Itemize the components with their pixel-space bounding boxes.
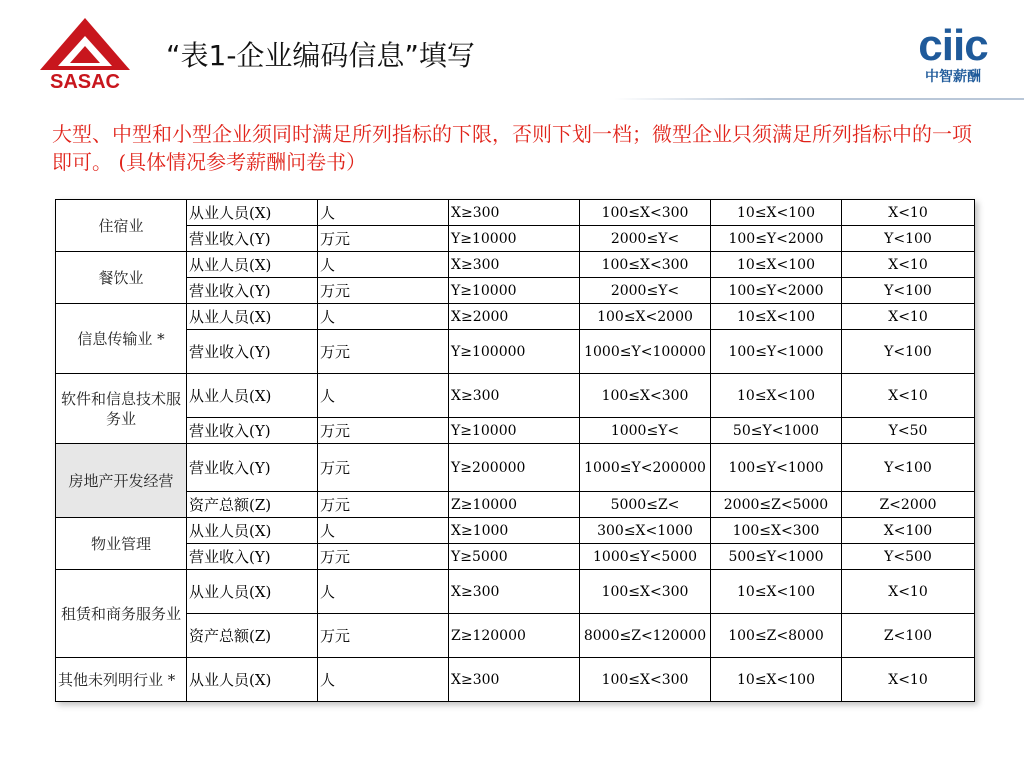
metric-cell: 从业人员(X) <box>187 200 318 226</box>
micro-cell: X<10 <box>842 200 975 226</box>
metric-cell: 资产总额(Z) <box>187 492 318 518</box>
metric-cell: 从业人员(X) <box>187 252 318 278</box>
medium-cell: 100≤X<300 <box>580 570 711 614</box>
small-cell: 10≤X<100 <box>711 570 842 614</box>
header-divider <box>0 98 1024 100</box>
micro-cell: Y<100 <box>842 278 975 304</box>
sasac-triangle-icon <box>36 16 134 72</box>
industry-cell: 餐饮业 <box>56 252 187 304</box>
small-cell: 10≤X<100 <box>711 374 842 418</box>
medium-cell: 100≤X<300 <box>580 658 711 702</box>
large-cell: X≥300 <box>449 570 580 614</box>
industry-cell: 租赁和商务服务业 <box>56 570 187 658</box>
unit-cell: 万元 <box>318 614 449 658</box>
ciic-logo <box>908 21 998 92</box>
medium-cell: 2000≤Y< <box>580 226 711 252</box>
large-cell: X≥300 <box>449 200 580 226</box>
large-cell: Y≥10000 <box>449 418 580 444</box>
table-row <box>56 544 975 570</box>
sasac-logo <box>36 16 134 92</box>
large-cell: X≥300 <box>449 658 580 702</box>
large-cell: Y≥200000 <box>449 444 580 492</box>
table-row <box>56 278 975 304</box>
unit-cell: 人 <box>318 518 449 544</box>
metric-cell: 资产总额(Z) <box>187 614 318 658</box>
table-row <box>56 252 975 278</box>
unit-cell: 人 <box>318 374 449 418</box>
metric-cell: 营业收入(Y) <box>187 330 318 374</box>
table-row <box>56 614 975 658</box>
metric-cell: 营业收入(Y) <box>187 544 318 570</box>
industry-cell: 住宿业 <box>56 200 187 252</box>
sasac-logo-text: SASAC <box>49 71 120 93</box>
micro-cell: Z<100 <box>842 614 975 658</box>
table-row <box>56 492 975 518</box>
medium-cell: 100≤X<2000 <box>580 304 711 330</box>
industry-cell: 信息传输业 * <box>56 304 187 374</box>
table-row <box>56 570 975 614</box>
unit-cell: 万元 <box>318 444 449 492</box>
medium-cell: 1000≤Y< <box>580 418 711 444</box>
large-cell: Z≥120000 <box>449 614 580 658</box>
large-cell: Z≥10000 <box>449 492 580 518</box>
medium-cell: 100≤X<300 <box>580 252 711 278</box>
medium-cell: 1000≤Y<200000 <box>580 444 711 492</box>
large-cell: X≥2000 <box>449 304 580 330</box>
industry-cell: 其他未列明行业 * <box>56 658 187 702</box>
small-cell: 10≤X<100 <box>711 200 842 226</box>
medium-cell: 5000≤Z< <box>580 492 711 518</box>
large-cell: Y≥5000 <box>449 544 580 570</box>
large-cell: Y≥100000 <box>449 330 580 374</box>
metric-cell: 从业人员(X) <box>187 374 318 418</box>
intro-text: 大型、中型和小型企业须同时满足所列指标的下限，否则下划一档；微型企业只须满足所列指标中的一项即可。 (具体情况参考薪酬问卷书） <box>52 122 972 174</box>
small-cell: 10≤X<100 <box>711 304 842 330</box>
metric-cell: 营业收入(Y) <box>187 278 318 304</box>
medium-cell: 300≤X<1000 <box>580 518 711 544</box>
micro-cell: X<10 <box>842 304 975 330</box>
table-row <box>56 330 975 374</box>
micro-cell: Y<100 <box>842 330 975 374</box>
table-row <box>56 518 975 544</box>
medium-cell: 100≤X<300 <box>580 200 711 226</box>
large-cell: Y≥10000 <box>449 278 580 304</box>
industry-cell: 软件和信息技术服务业 <box>56 374 187 444</box>
medium-cell: 8000≤Z<120000 <box>580 614 711 658</box>
metric-cell: 营业收入(Y) <box>187 418 318 444</box>
metric-cell: 营业收入(Y) <box>187 444 318 492</box>
enterprise-size-table <box>55 199 975 702</box>
large-cell: Y≥10000 <box>449 226 580 252</box>
table-row <box>56 226 975 252</box>
micro-cell: X<10 <box>842 374 975 418</box>
unit-cell: 万元 <box>318 544 449 570</box>
unit-cell: 万元 <box>318 226 449 252</box>
unit-cell: 万元 <box>318 418 449 444</box>
table-body <box>56 200 975 702</box>
medium-cell: 1000≤Y<100000 <box>580 330 711 374</box>
unit-cell: 人 <box>318 304 449 330</box>
unit-cell: 人 <box>318 200 449 226</box>
micro-cell: X<100 <box>842 518 975 544</box>
small-cell: 50≤Y<1000 <box>711 418 842 444</box>
metric-cell: 营业收入(Y) <box>187 226 318 252</box>
small-cell: 100≤Y<2000 <box>711 226 842 252</box>
micro-cell: X<10 <box>842 658 975 702</box>
enterprise-size-table-wrapper <box>55 199 975 702</box>
small-cell: 100≤Z<8000 <box>711 614 842 658</box>
table-row <box>56 304 975 330</box>
small-cell: 2000≤Z<5000 <box>711 492 842 518</box>
metric-cell: 从业人员(X) <box>187 570 318 614</box>
industry-cell: 物业管理 <box>56 518 187 570</box>
small-cell: 100≤Y<2000 <box>711 278 842 304</box>
large-cell: X≥300 <box>449 374 580 418</box>
micro-cell: Y<100 <box>842 444 975 492</box>
large-cell: X≥300 <box>449 252 580 278</box>
unit-cell: 人 <box>318 658 449 702</box>
medium-cell: 1000≤Y<5000 <box>580 544 711 570</box>
small-cell: 500≤Y<1000 <box>711 544 842 570</box>
metric-cell: 从业人员(X) <box>187 658 318 702</box>
small-cell: 100≤Y<1000 <box>711 330 842 374</box>
micro-cell: X<10 <box>842 570 975 614</box>
small-cell: 100≤Y<1000 <box>711 444 842 492</box>
unit-cell: 万元 <box>318 492 449 518</box>
table-row <box>56 374 975 418</box>
large-cell: X≥1000 <box>449 518 580 544</box>
ciic-logo-mark: ciic <box>918 21 988 70</box>
micro-cell: Y<100 <box>842 226 975 252</box>
micro-cell: X<10 <box>842 252 975 278</box>
slide-title: “表1-企业编码信息”填写 <box>166 39 475 72</box>
industry-cell: 房地产开发经营 <box>56 444 187 518</box>
small-cell: 100≤X<300 <box>711 518 842 544</box>
ciic-logo-text: 中智薪酬 <box>925 69 981 85</box>
medium-cell: 100≤X<300 <box>580 374 711 418</box>
micro-cell: Y<50 <box>842 418 975 444</box>
unit-cell: 人 <box>318 252 449 278</box>
micro-cell: Y<500 <box>842 544 975 570</box>
metric-cell: 从业人员(X) <box>187 518 318 544</box>
unit-cell: 万元 <box>318 278 449 304</box>
unit-cell: 人 <box>318 570 449 614</box>
table-row <box>56 200 975 226</box>
small-cell: 10≤X<100 <box>711 658 842 702</box>
micro-cell: Z<2000 <box>842 492 975 518</box>
table-row <box>56 418 975 444</box>
small-cell: 10≤X<100 <box>711 252 842 278</box>
table-row <box>56 444 975 492</box>
table-row <box>56 658 975 702</box>
metric-cell: 从业人员(X) <box>187 304 318 330</box>
medium-cell: 2000≤Y< <box>580 278 711 304</box>
unit-cell: 万元 <box>318 330 449 374</box>
